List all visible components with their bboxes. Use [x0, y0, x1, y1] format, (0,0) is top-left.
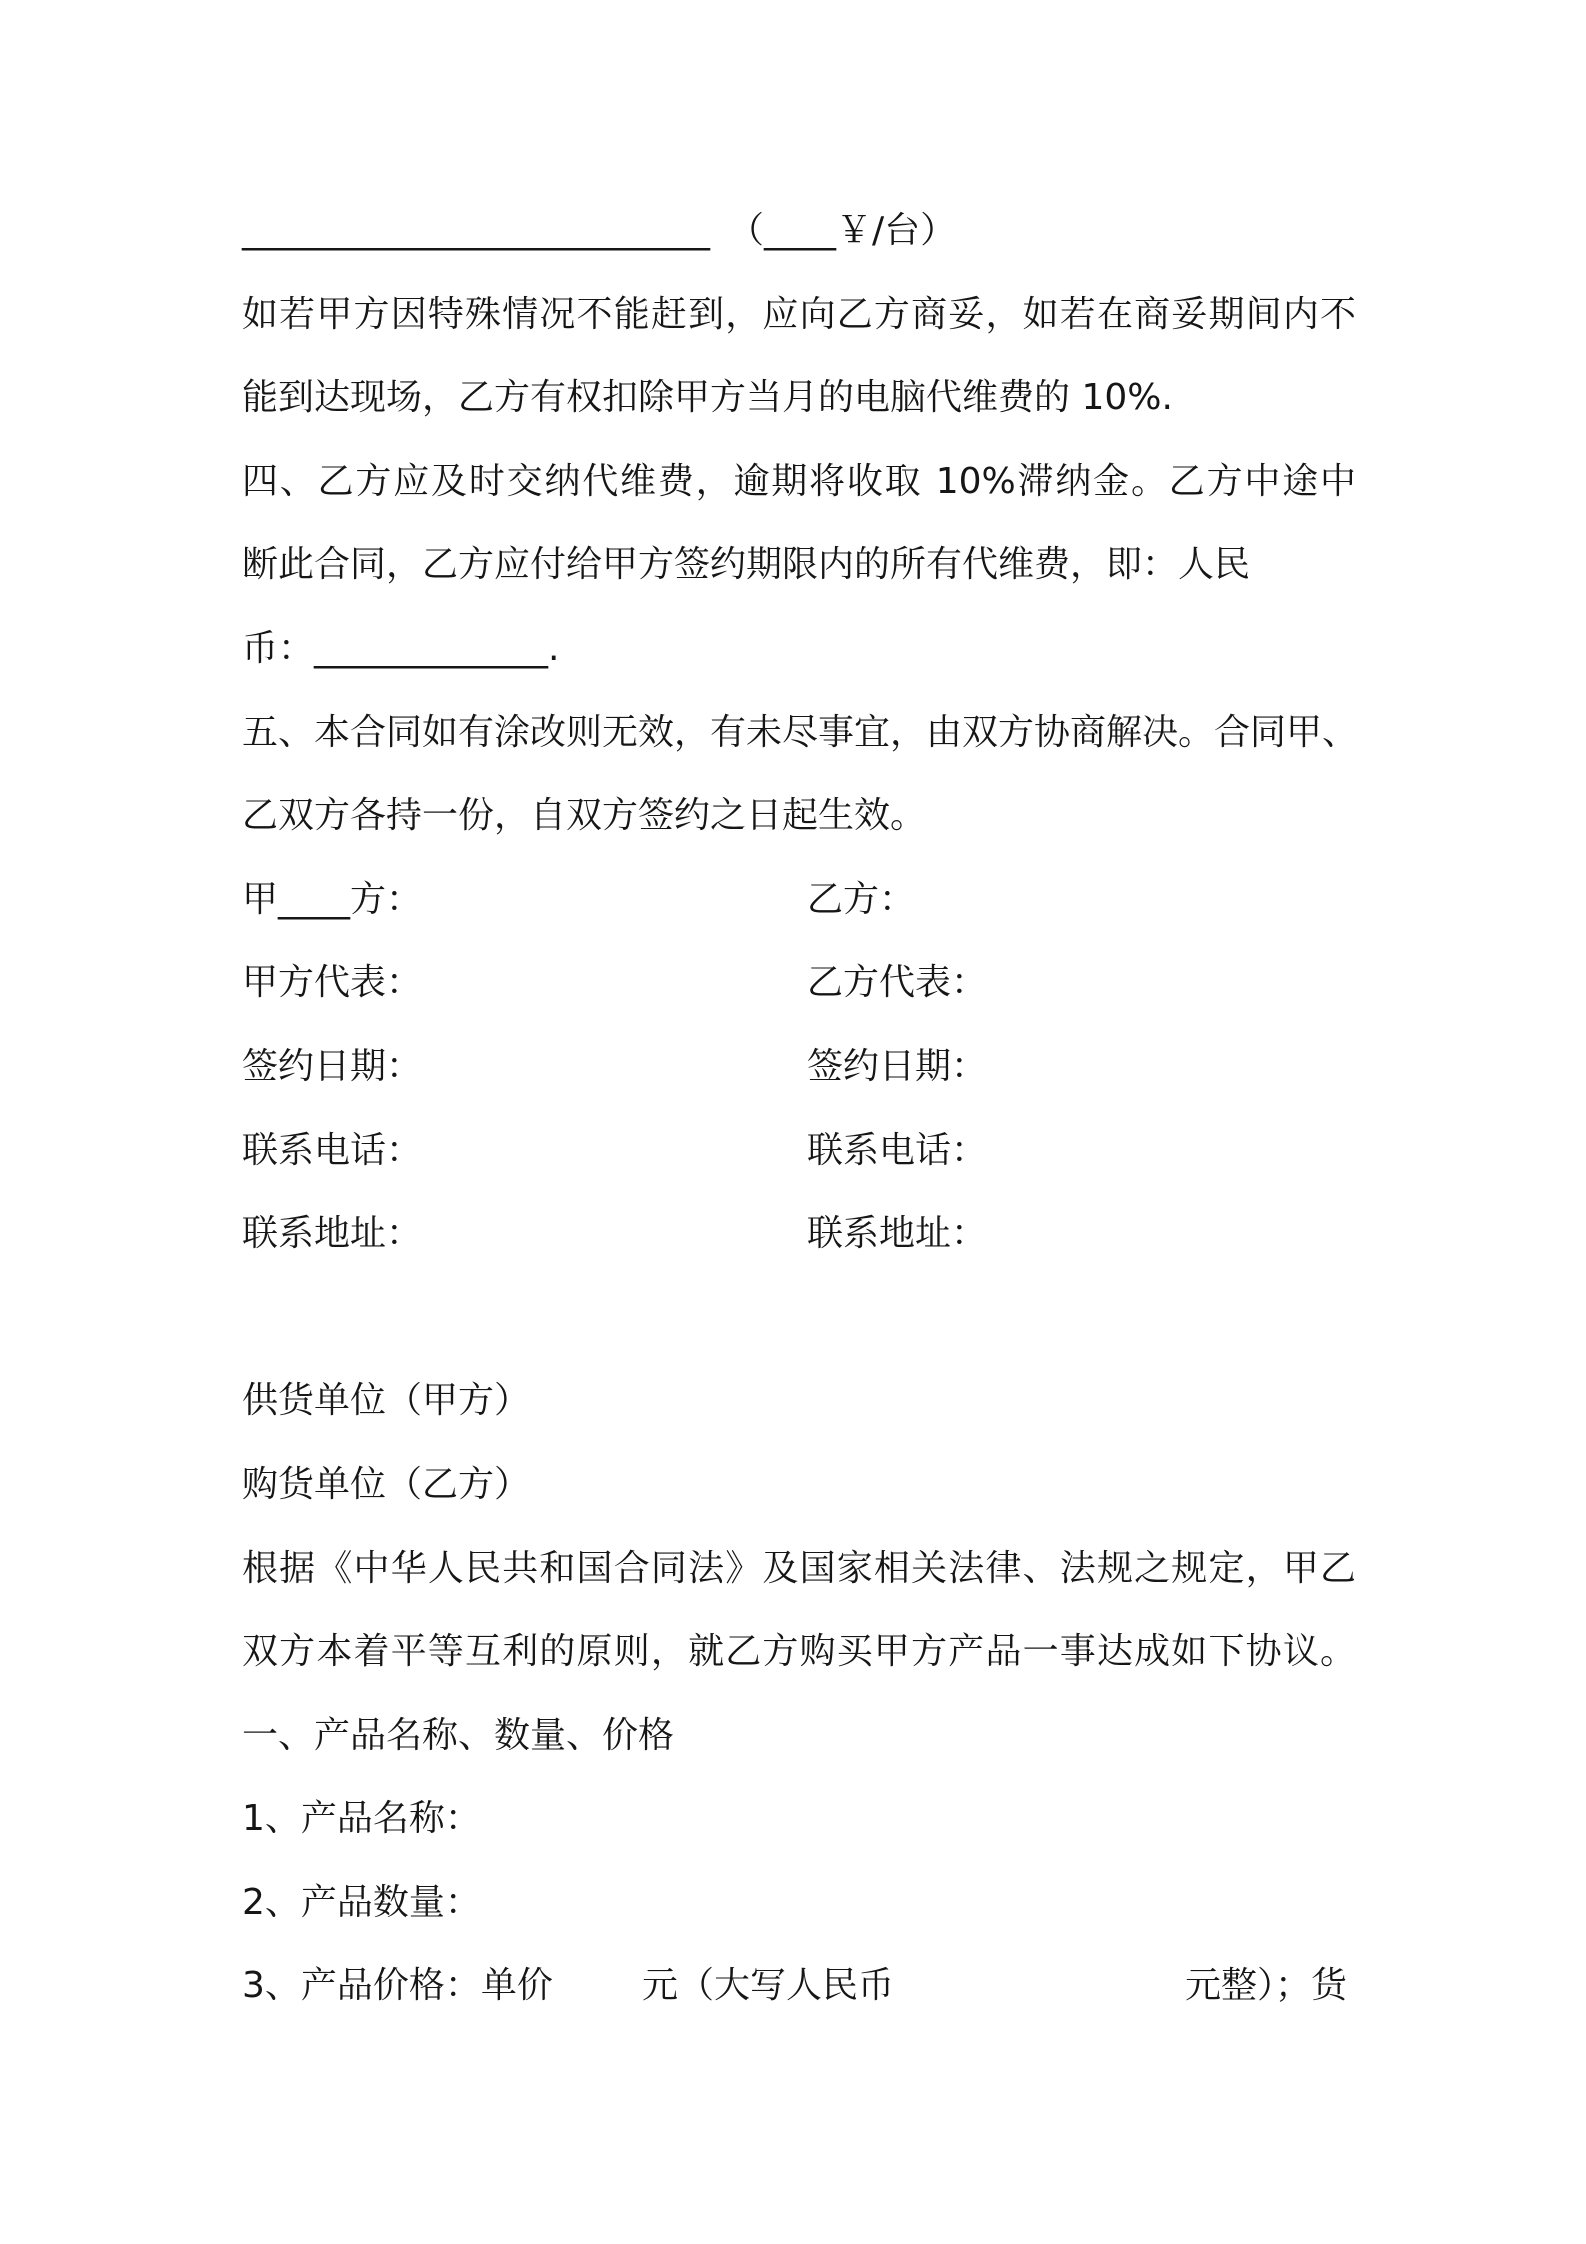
- preamble-line-1: 根据《中华人民共和国合同法》及国家相关法律、法规之规定，甲乙: [242, 1547, 1356, 1589]
- section1-title: 一、产品名称、数量、价格: [242, 1714, 675, 1756]
- party-b-label: 乙方：: [807, 878, 916, 920]
- product-price-item: [242, 1944, 1372, 2028]
- party-a-address-label: 联系地址：: [242, 1213, 423, 1255]
- buyer-line: 购货单位（乙方）: [242, 1463, 531, 1505]
- clause5-line-2: 乙双方各持一份，自双方签约之日起生效。: [242, 795, 927, 837]
- preamble-line-2: 双方本着平等互利的原则，就乙方购买甲方产品一事达成如下协议。: [242, 1631, 1356, 1673]
- party-a-phone-label: 联系电话：: [242, 1129, 423, 1171]
- party-b-representative-label: 乙方代表：: [807, 962, 988, 1004]
- product-price-tail: 元整）；货: [1185, 1965, 1348, 2007]
- clause3-line-1: 如若甲方因特殊情况不能赶到，应向乙方商妥，如若在商妥期间内不: [242, 293, 1356, 335]
- price-unit: （____￥/台）: [728, 210, 957, 251]
- party-b-date-label: 签约日期：: [807, 1045, 988, 1087]
- clause3-line-2: 能到达现场，乙方有权扣除甲方当月的电脑代维费的 10%.: [242, 377, 1173, 419]
- product-name-item: 1、产品名称：: [242, 1798, 481, 1840]
- clause5-line-1: 五、本合同如有涂改则无效，有未尽事宜，由双方协商解决。合同甲、: [242, 711, 1359, 753]
- clause4-line-1: 四、乙方应及时交纳代维费，逾期将收取 10%滞纳金。乙方中途中: [242, 460, 1356, 502]
- clause4-line-2: 断此合同，乙方应付给甲方签约期限内的所有代维费，即：人民: [242, 544, 1251, 586]
- signature-row-address: [242, 1192, 1372, 1276]
- signature-row-party: [242, 858, 1372, 942]
- section-gap: [242, 1276, 1372, 1360]
- party-b-phone-label: 联系电话：: [807, 1129, 988, 1171]
- product-price-label: 3、产品价格：单价: [242, 1965, 553, 2007]
- product-quantity-item: 2、产品数量：: [242, 1881, 481, 1923]
- supplier-line: 供货单位（甲方）: [242, 1380, 531, 1422]
- party-b-address-label: 联系地址：: [807, 1213, 988, 1255]
- signature-row-representative: [242, 941, 1372, 1025]
- clause4-line-3: 币：_____________.: [242, 627, 560, 669]
- signature-row-phone: [242, 1109, 1372, 1193]
- price-blank: __________________________: [242, 210, 710, 251]
- party-a-label: 甲____方：: [242, 878, 423, 920]
- price-line: [242, 189, 1372, 273]
- party-a-representative-label: 甲方代表：: [242, 962, 423, 1004]
- document-body: [242, 189, 1372, 2028]
- product-price-unit: 元（大写人民币: [642, 1965, 895, 2007]
- signature-row-date: [242, 1025, 1372, 1109]
- party-a-date-label: 签约日期：: [242, 1045, 423, 1087]
